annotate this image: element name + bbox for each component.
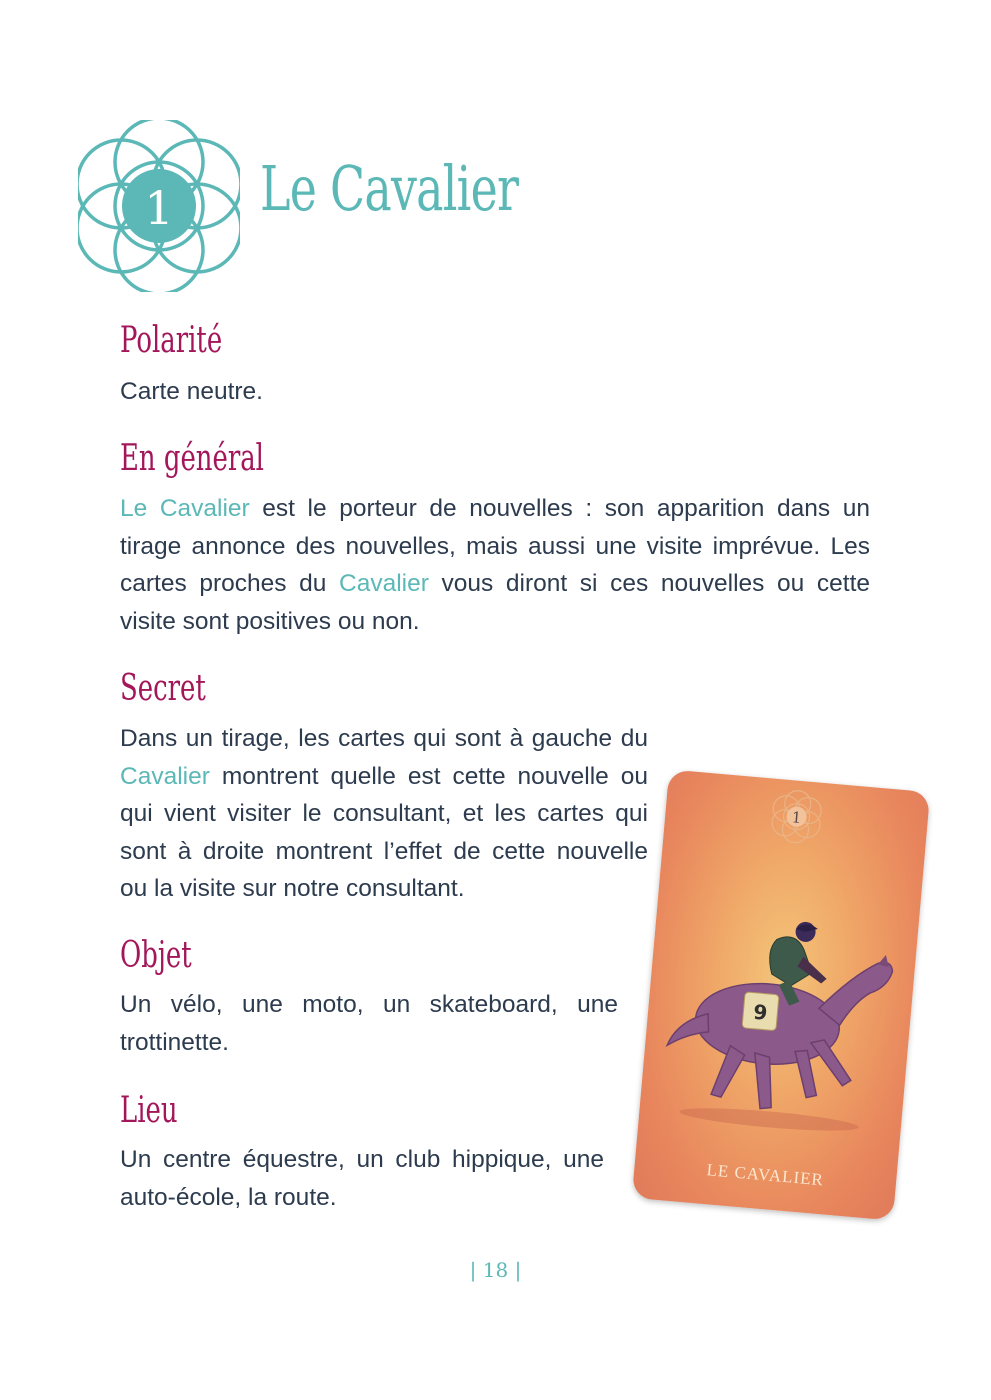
- heading-secret: Secret: [120, 668, 206, 709]
- text-en-general: [120, 490, 870, 640]
- text-lieu: Un centre équestre, un club hippique, une auto-école, la route.: [120, 1146, 604, 1211]
- keyword-cavalier: Cavalier: [339, 570, 429, 597]
- keyword-cavalier: Le Cavalier: [120, 495, 250, 522]
- card-corner-number: 1: [790, 808, 803, 828]
- text-fragment: montrent quelle est cette nouvelle ou qui vient visiter le consultant, et les cartes qui sont à droite montrent l’effet de cette nouvelle ou la visite sur notre consultant.: [120, 762, 648, 902]
- card-number-badge: 1: [144, 181, 174, 235]
- text-fragment: vous diront si ces nouvelles ou cette visite sont positives ou non.: [120, 570, 870, 635]
- heading-polarite: Polarité: [120, 320, 223, 361]
- flower-emblem-icon: [78, 120, 240, 292]
- page-title: Le Cavalier: [260, 152, 519, 225]
- heading-objet: Objet: [120, 935, 192, 976]
- text-fragment: est le porteur de nouvelles : son apparition dans un tirage annonce des nouvelles, mais aussi une visite imprévue. Les cartes proches du: [120, 495, 870, 597]
- tarot-card-image: [632, 769, 930, 1220]
- keyword-cavalier: Cavalier: [120, 762, 210, 790]
- card-caption: LE CAVALIER: [705, 1160, 825, 1190]
- saddle-number: 9: [752, 999, 769, 1025]
- text-fragment: Dans un tirage, les cartes qui sont à gauche du: [120, 725, 648, 752]
- text-secret: [120, 720, 648, 908]
- text-polarite: Carte neutre.: [120, 378, 263, 405]
- horse-rider-illustration: [632, 769, 930, 1220]
- text-objet: Un vélo, une moto, un skateboard, une trottinette.: [120, 991, 618, 1056]
- page-number: | 18 |: [469, 1258, 522, 1282]
- heading-lieu: Lieu: [120, 1090, 178, 1131]
- heading-en-general: En général: [120, 438, 264, 479]
